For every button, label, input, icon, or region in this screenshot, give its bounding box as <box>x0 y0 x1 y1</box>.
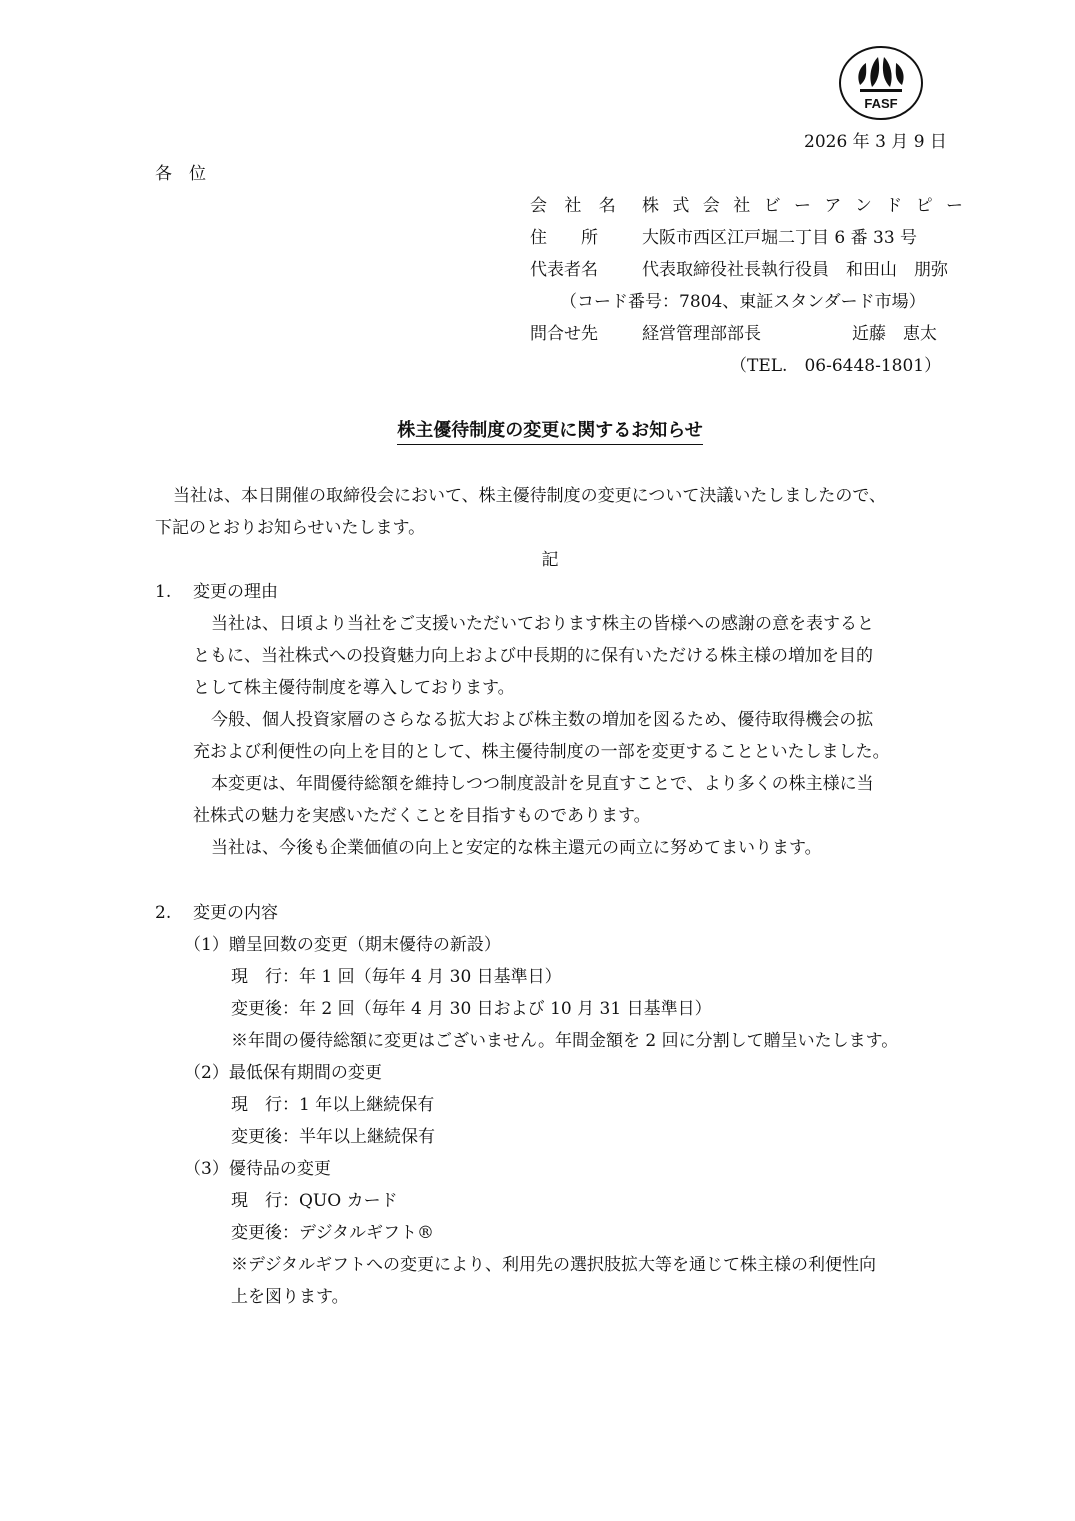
document-title: 株主優待制度の変更に関するお知らせ <box>397 420 702 445</box>
company-name-value: 株 式 会 社 ビ ー ア ン ド ピ ー <box>642 196 968 216</box>
document-date: 2026 年 3 月 9 日 <box>804 132 947 152</box>
section-1-line: 今般、個人投資家層のさらなる拡大および株主数の増加を図るため、優待取得機会の拡 <box>211 710 874 730</box>
item-1-note: ※年間の優待総額に変更はございません。年間金額を 2 回に分割して贈呈いたします。 <box>231 1031 899 1051</box>
section-1-heading: 変更の理由 <box>193 582 278 602</box>
item-3-note-2: 上を図ります。 <box>231 1287 349 1307</box>
address-value: 大阪市西区江戸堀二丁目 6 番 33 号 <box>642 228 918 248</box>
section-1-number: 1. <box>155 582 172 602</box>
item-3-note-1: ※デジタルギフトへの変更により、利用先の選択肢拡大等を通じて株主様の利便性向 <box>231 1255 876 1275</box>
section-2-heading: 変更の内容 <box>193 903 278 923</box>
section-1-line: 充および利便性の向上を目的として、株主優待制度の一部を変更することといたしました。 <box>193 742 890 762</box>
representative-value: 代表取締役社長執行役員 和田山 朋弥 <box>642 260 948 280</box>
section-1-line: 社株式の魅力を実感いただくことを目指すものであります。 <box>193 806 651 826</box>
intro-line-2: 下記のとおりお知らせいたします。 <box>155 518 426 538</box>
address-label: 住 所 <box>530 228 598 248</box>
company-name-label: 会 社 名 <box>530 196 622 216</box>
section-1-line: 当社は、今後も企業価値の向上と安定的な株主還元の両立に努めてまいります。 <box>211 838 822 858</box>
fasf-logo-text: FASF <box>864 96 898 111</box>
section-1-line: ともに、当社株式への投資魅力向上および中長期的に保有いただける株主様の増加を目的 <box>193 646 873 666</box>
representative-label: 代表者名 <box>530 260 598 280</box>
telephone-line: （TEL. 06-6448-1801） <box>730 356 942 376</box>
item-1-current: 現 行：年 1 回（毎年 4 月 30 日基準日） <box>231 967 562 987</box>
contact-name: 近藤 恵太 <box>852 324 937 344</box>
addressee: 各 位 <box>155 164 206 184</box>
item-3-heading: （3）優待品の変更 <box>184 1159 331 1179</box>
item-3-after: 変更後：デジタルギフト® <box>231 1223 434 1243</box>
item-2-current: 現 行：1 年以上継続保有 <box>231 1095 435 1115</box>
item-1-heading: （1）贈呈回数の変更（期末優待の新設） <box>184 935 501 955</box>
contact-department: 経営管理部部長 <box>642 324 761 344</box>
ki-label: 記 <box>541 550 559 570</box>
item-2-heading: （2）最低保有期間の変更 <box>184 1063 382 1083</box>
section-2-number: 2. <box>155 903 172 923</box>
stock-code-line: （コード番号：7804、東証スタンダード市場） <box>560 292 926 312</box>
section-1-line: 当社は、日頃より当社をご支援いただいております株主の皆様への感謝の意を表すると <box>211 614 874 634</box>
contact-label: 問合せ先 <box>530 324 598 344</box>
intro-line-1: 当社は、本日開催の取締役会において、株主優待制度の変更について決議いたしましたので、 <box>173 486 886 506</box>
fasf-logo <box>838 45 924 121</box>
section-1-line: として株主優待制度を導入しております。 <box>193 678 515 698</box>
item-2-after: 変更後：半年以上継続保有 <box>231 1127 435 1147</box>
document-title-wrap <box>0 422 1075 440</box>
section-1-line: 本変更は、年間優待総額を維持しつつ制度設計を見直すことで、より多くの株主様に当 <box>211 774 874 794</box>
item-3-current: 現 行：QUO カード <box>231 1191 398 1211</box>
item-1-after: 変更後：年 2 回（毎年 4 月 30 日および 10 月 31 日基準日） <box>231 999 712 1019</box>
